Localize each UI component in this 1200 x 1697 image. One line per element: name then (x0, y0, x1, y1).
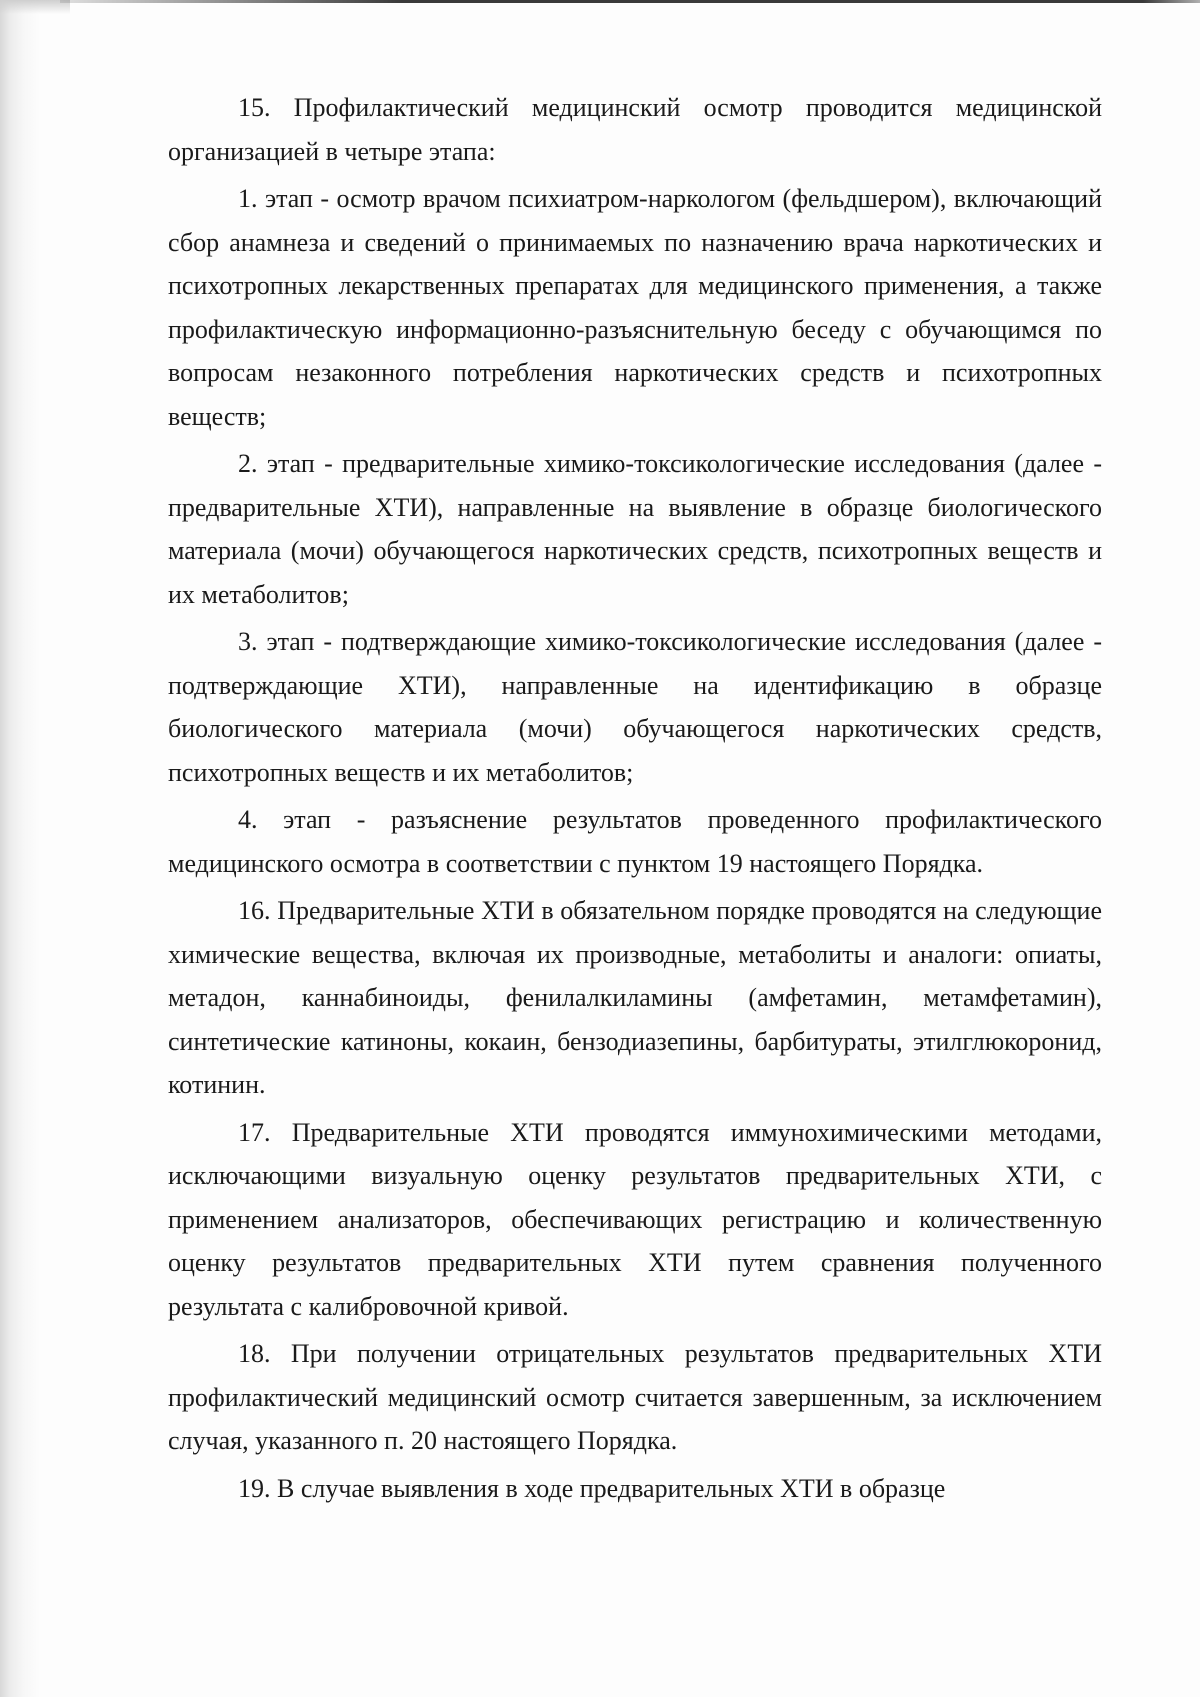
paragraph-16: 16. Предварительные ХТИ в обязательном порядке проводятся на следующие химические вещества, включая их производные, метаболиты и аналоги: опиаты, метадон, каннабиноиды, фенилалкиламины (амфетамин, метамфетамин), синтетические катиноны, кокаин, бензодиазепины, барбитураты, этилглюкоронид, котинин. (168, 896, 1102, 1099)
paragraph-19: 19. В случае выявления в ходе предварительных ХТИ в образце (238, 1473, 946, 1503)
scan-binding-shadow (0, 0, 40, 1697)
scan-top-edge (60, 0, 1200, 3)
paragraph-17: 17. Предварительные ХТИ проводятся иммунохимическими методами, исключающими визуальную оценку результатов предварительных ХТИ, с применением анализаторов, обеспечивающих регистрацию и количественную оценку результатов предварительных ХТИ путем сравнения полученного результата с калибровочной кривой. (168, 1117, 1102, 1321)
paragraph-stage-3: 3. этап - подтверждающие химико-токсикологические исследования (далее - подтверждающие ХТИ), направленные на идентификацию в образце биологического материала (мочи) обучающегося наркотических средств, психотропных веществ и их метаболитов; (168, 627, 1102, 787)
paragraph-15: 15. Профилактический медицинский осмотр проводится медицинской организацией в четыре этапа: (168, 93, 1102, 166)
paragraph-stage-1: 1. этап - осмотр врачом психиатром-наркологом (фельдшером), включающий сбор анамнеза и сведений о принимаемых по назначению врача наркотических и психотропных лекарственных препаратах для медицинского применения, а также профилактическую информационно-разъяснительную беседу с обучающимся по вопросам незаконного потребления наркотических средств и психотропных веществ; (168, 184, 1102, 431)
paragraph-stage-2: 2. этап - предварительные химико-токсикологические исследования (далее - предварительные ХТИ), направленные на выявление в образце биологического материала (мочи) обучающегося наркотических средств, психотропных веществ и их метаболитов; (168, 449, 1102, 609)
document-body (168, 86, 1102, 1510)
paragraph-18: 18. При получении отрицательных результатов предварительных ХТИ профилактический медицинский осмотр считается завершенным, за исключением случая, указанного п. 20 настоящего Порядка. (168, 1339, 1102, 1455)
paragraph-stage-4: 4. этап - разъяснение результатов проведенного профилактического медицинского осмотра в соответствии с пунктом 19 настоящего Порядка. (168, 805, 1102, 878)
